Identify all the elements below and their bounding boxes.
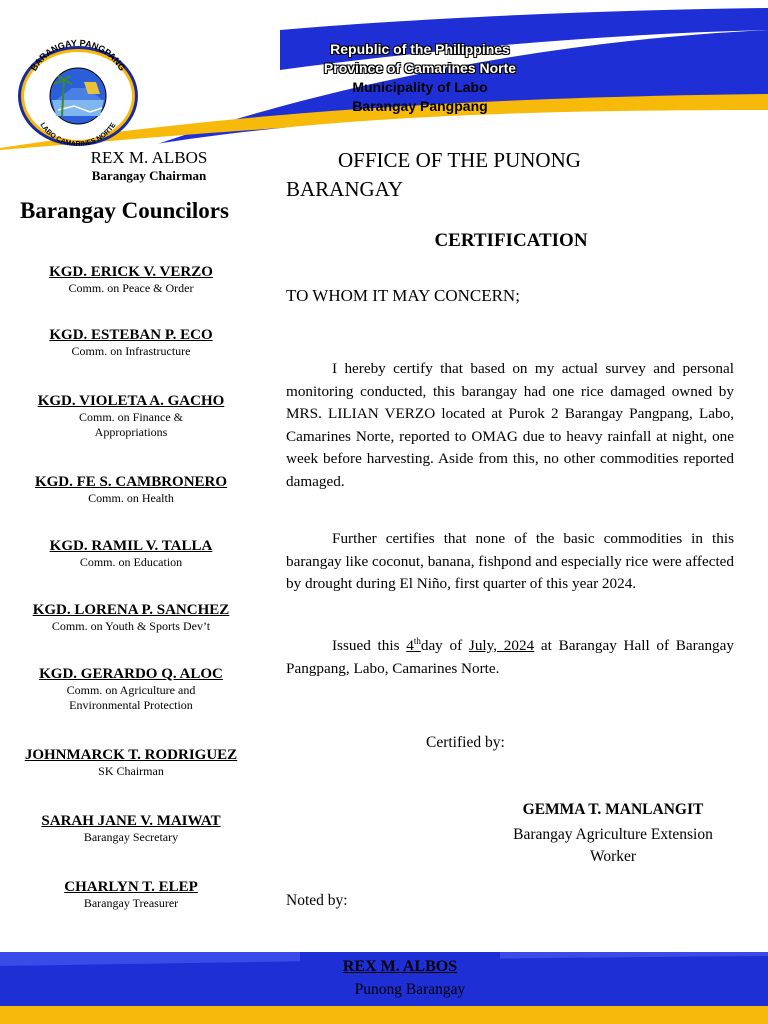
council-member [0,393,262,440]
issued-day-suffix: th [413,636,421,646]
issued-prefix: Issued this [332,637,407,655]
member-role: Comm. on Infrastructure [71,344,191,358]
paragraph-text: Further certifies that none of the basic commodities in this barangay like coconut, banana, fishpond and especially rice were affected by drought during El Niño, first quarter of this year 2024. [286,530,734,592]
certification-title: CERTIFICATION [434,230,588,251]
council-member [0,538,262,570]
issued-rest: at Barangay Hall of Barangay Pangpang, Labo, Camarines Norte. [286,637,734,677]
member-role: Environmental Protection [69,698,193,712]
issued-middle: day of [420,637,469,655]
council-member [0,666,262,713]
council-member [0,879,262,911]
member-role: Comm. on Finance & [79,410,183,424]
member-role: Comm. on Education [79,555,183,569]
header-line-province: Province of Camarines Norte [323,60,517,76]
member-name: KGD. RAMIL V. TALLA [49,538,213,554]
signatory-title-line1: Barangay Agriculture Extension [513,826,713,843]
footer-name: REX M. ALBOS [342,958,458,975]
office-heading-line1: OFFICE OF THE PUNONG [338,148,581,172]
issued-paragraph [286,630,734,680]
issued-day: 4th [406,636,421,655]
barangay-seal-logo [12,36,142,146]
councilors-heading: Barangay Councilors [20,198,229,223]
header-line-municipality: Municipality of Labo [352,79,488,95]
issued-month-year: July, 2024 [468,637,535,655]
member-name: JOHNMARCK T. RODRIGUEZ [24,747,238,763]
member-role: Appropriations [94,425,168,439]
member-role: Comm. on Youth & Sports Dev’t [51,619,211,633]
signatory-name: GEMMA T. MANLANGIT [522,801,704,818]
paragraph-text: I hereby certify that based on my actual survey and personal monitoring conducted, this barangay had one rice damaged owned by MRS. LILIAN VERZO located at Purok 2 Barangay Pangpang, Labo, Camarines Norte, reported to OMAG due to heavy rainfall at night, one week before harvesting. Aside from this, no other commodities reported damaged. [286,360,734,490]
seal-bottom-text: LABO CAMARINES NORTE [38,121,118,146]
certified-by-label: Certified by: [426,734,505,751]
member-name: KGD. VIOLETA A. GACHO [37,393,225,409]
officials-sidebar [18,146,280,224]
council-member [0,602,262,634]
member-name: KGD. ERICK V. VERZO [49,264,213,280]
member-name: KGD. LORENA P. SANCHEZ [32,602,230,618]
chairman-name: REX M. ALBOS [90,148,208,167]
member-name: KGD. ESTEBAN P. ECO [49,327,213,343]
header-address [300,40,540,116]
member-role: Barangay Secretary [83,830,179,844]
member-name: CHARLYN T. ELEP [64,879,198,895]
council-member [0,264,262,296]
member-role: Comm. on Health [88,491,174,505]
noted-by-label: Noted by: [286,892,348,909]
signatory-title-line2: Worker [589,848,637,865]
header-line-republic: Republic of the Philippines [330,41,510,57]
seal-top-text: BARANGAY PANGPANG [28,37,128,73]
certification-paragraph-1 [286,358,734,493]
salutation: TO WHOM IT MAY CONCERN; [286,286,520,305]
council-member [0,327,262,359]
office-heading-line2: BARANGAY [286,177,404,201]
footer-title: Punong Barangay [354,981,466,998]
header-line-barangay: Barangay Pangpang [352,98,488,114]
member-name: SARAH JANE V. MAIWAT [41,813,221,829]
member-role: SK Chairman [98,764,164,778]
office-heading [286,146,756,204]
member-role: Comm. on Agriculture and [66,683,196,697]
council-member [0,474,262,506]
member-name: KGD. GERARDO Q. ALOC [39,666,223,682]
signatory-title [478,824,748,868]
member-role: Comm. on Peace & Order [68,281,194,295]
member-role: Barangay Treasurer [83,896,179,910]
council-member [0,747,262,779]
certification-paragraph-2 [286,528,734,596]
chairman-title: Barangay Chairman [91,168,207,183]
member-name: KGD. FE S. CAMBRONERO [34,474,228,490]
council-member [0,813,262,845]
